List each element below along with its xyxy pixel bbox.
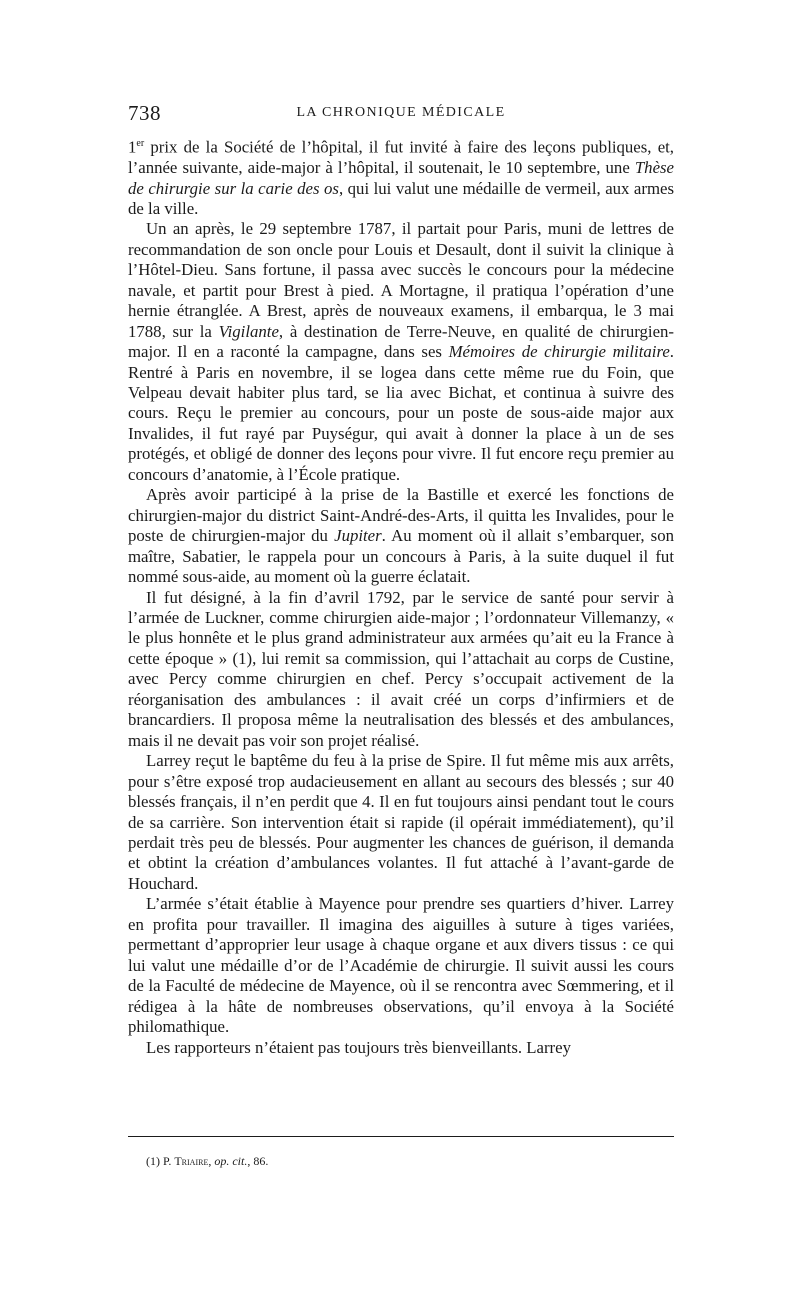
paragraph-3: Après avoir participé à la prise de la Bastille et exercé les fonctions de chirurgien-major du district Saint-André-des-Arts, il quitta les Invalides, pour le poste de chirurgien-major du Jupiter. Au moment où il allait s’embarquer, son maître, Sabatier, le rappela pour un concours à Paris, à la suite duquel il fut nommé sous-aide, au moment où la guerre éclatait.	[128, 485, 674, 587]
footnote: (1) P. Triaire, op. cit., 86.	[146, 1154, 269, 1168]
footnote-reference: op. cit.	[214, 1154, 248, 1168]
paragraph-2: Un an après, le 29 septembre 1787, il partait pour Paris, muni de lettres de recommandation de son oncle pour Louis et Desault, dont il suivit la clinique à l’Hôtel-Dieu. Sans fortune, il passa avec succès le concours pour la médecine navale, et partit pour Brest à pied. A Mortagne, il pratiqua l’opération d’une hernie étranglée. A Brest, après de nouveaux examens, il embarqua, le 3 mai 1788, sur la Vigilante, à destination de Terre-Neuve, en qualité de chirurgien-major. Il en a raconté la campagne, dans ses Mémoires de chirurgie militaire. Rentré à Paris en novembre, il se logea dans cette même rue du Foin, que Velpeau devait habiter plus tard, se lia avec Bichat, et continua à suivre des cours. Reçu le premier au concours, pour un poste de sous-aide major aux Invalides, il fut rayé par Puységur, qui avait à donner la place à un de ses protégés, et obligé de donner des leçons pour vivre. Il fut encore reçu premier au concours d’anatomie, à l’École pratique.	[128, 219, 675, 484]
paragraph-6: L’armée s’était établie à Mayence pour prendre ses quartiers d’hiver. Larrey en profita pour travailler. Il imagina des aiguilles à suture à tiges variées, permettant d’approprier leur usage à chaque organe et aux divers tissus : ce qui lui valut une médaille d’or de l’Académie de chirurgie. Il suivit aussi les cours de la Faculté de médecine de Mayence, où il se rencontra avec Sœmmering, et il rédigea à la hâte de nombreuses observations, qu’il envoya à la Société philomathique.	[128, 894, 674, 1037]
footnote-author: Triaire	[174, 1154, 209, 1168]
ship-name-vigilante: Vigilante	[218, 321, 279, 341]
memoirs-title: Mémoires de chirurgie militaire	[448, 342, 670, 362]
body-text	[128, 134, 674, 1058]
ordinal-superscript: er	[136, 138, 145, 149]
ship-name-jupiter: Jupiter	[334, 526, 382, 546]
thesis-title: Thèse de chirurgie sur la carie des os	[128, 158, 674, 198]
footnote-divider	[128, 1136, 674, 1137]
running-title: LA CHRONIQUE MÉDICALE	[296, 105, 506, 120]
page-number: 738	[128, 101, 161, 125]
paragraph-7: Les rapporteurs n’étaient pas toujours très bienveillants. Larrey	[146, 1037, 571, 1057]
paragraph-4: Il fut désigné, à la fin d’avril 1792, par le service de santé pour servir à l’armée de Luckner, comme chirurgien aide-major ; l’ordonnateur Villemanzy, « le plus honnête et le plus grand administrateur aux armées qu’ait eu la France à cette époque » (1), lui remit sa commission, qui l’attachait au corps de Custine, avec Percy comme chirurgien en chef. Percy s’occupait activement de la réorganisation des ambulances : il avait créé un corps d’infirmiers et de brancardiers. Il proposa même la neutralisation des blessés et des ambulances, mais il ne devait pas voir son projet réalisé.	[128, 587, 674, 750]
paragraph-5: Larrey reçut le baptême du feu à la prise de Spire. Il fut même mis aux arrêts, pour s’être exposé trop audacieusement en allant au secours des blessés ; sur 40 blessés français, il n’en perdit que 4. Il en fut toujours ainsi pendant tout le cours de sa carrière. Son intervention était si rapide (il opérait immédiatement), qu’il perdait très peu de blessés. Pour augmenter les chances de guérison, il demanda et obtint la création d’ambulances volantes. Il fut attaché à l’avant-garde de Houchard.	[128, 751, 674, 893]
paragraph-1: 1er prix de la Société de l’hôpital, il fut invité à faire des leçons publiques, et, l’année suivante, aide-major à l’hôpital, il soutenait, le 10 septembre, une Thèse de chirurgie sur la carie des os, qui lui valut une médaille de vermeil, aux armes de la ville.	[128, 137, 674, 218]
page-header	[128, 101, 674, 129]
